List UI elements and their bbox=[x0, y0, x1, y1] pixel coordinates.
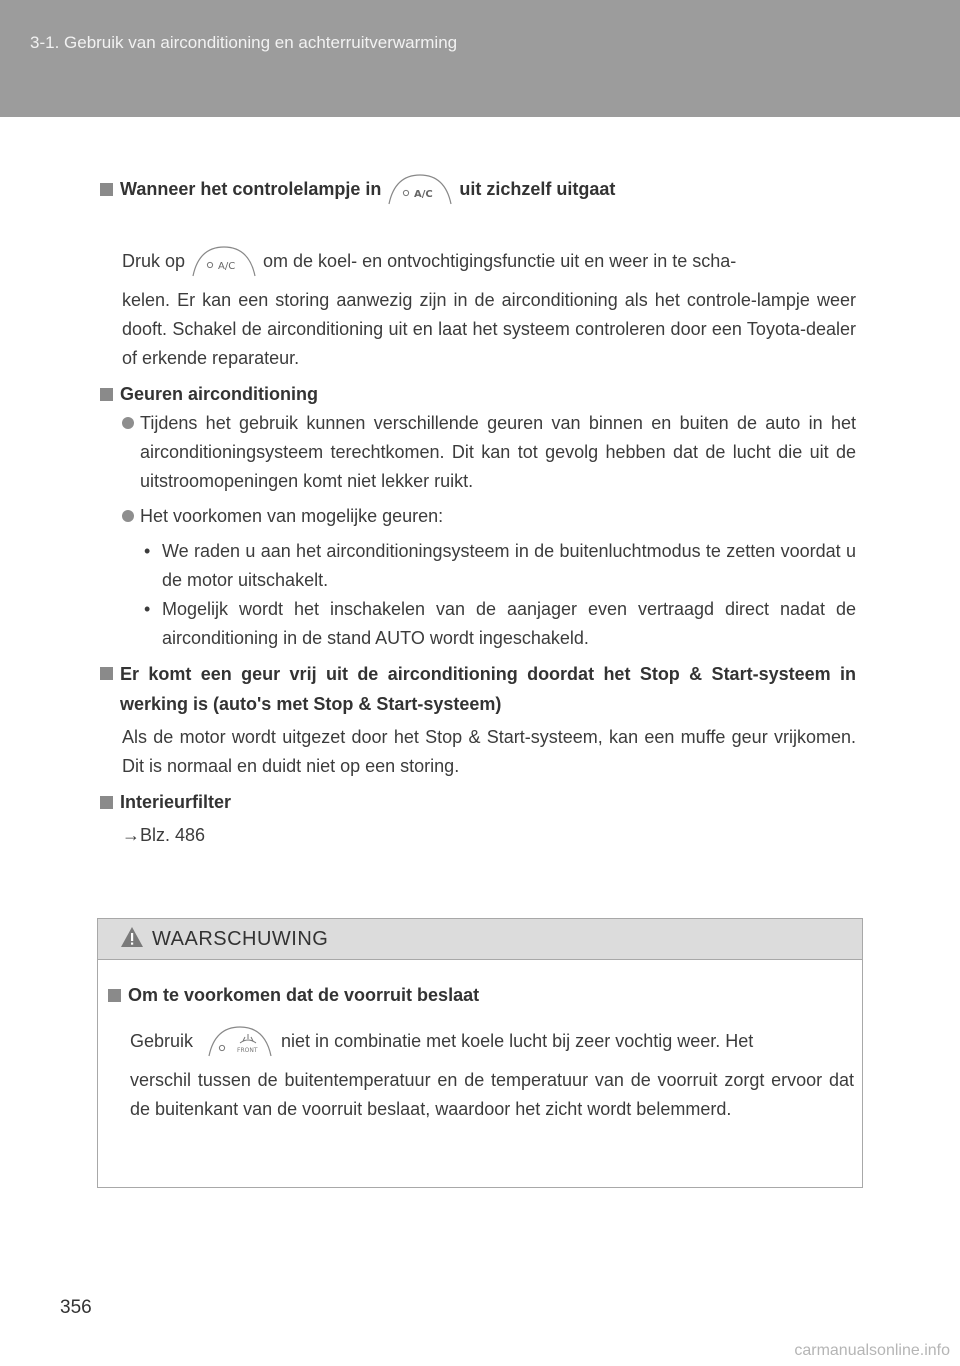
heading-odors: Geuren airconditioning bbox=[100, 379, 856, 409]
page-number: 356 bbox=[60, 1297, 92, 1318]
warning-heading: Om te voorkomen dat de voorruit beslaat bbox=[108, 980, 854, 1010]
watermark: carmanualsonline.info bbox=[794, 1342, 950, 1359]
paragraph: Gebruik FRONT niet in combinatie met koele lucht bij zeer vochtig weer. Het bbox=[130, 1024, 854, 1058]
circle-bullet-icon bbox=[122, 510, 134, 522]
warning-header bbox=[98, 919, 862, 960]
square-bullet-icon bbox=[108, 989, 121, 1002]
paragraph: verschil tussen de buitentemperatuur en de temperatuur van de voorruit zorgt ervoor dat de buitenkant van de voorruit beslaat, waardoor het zicht wordt belemmerd. bbox=[130, 1070, 854, 1119]
sub-list-item: • We raden u aan het airconditioningsysteem in de buitenluchtmodus te zetten voordat u de motor uitschakelt. bbox=[144, 541, 856, 590]
svg-text:A/C: A/C bbox=[414, 189, 434, 200]
svg-text:A/C: A/C bbox=[218, 261, 236, 272]
svg-text:FRONT: FRONT bbox=[237, 1047, 258, 1054]
paragraph: kelen. Er kan een storing aanwezig zijn in de airconditioning als het controle-lampje weer dooft. Schakel de airconditioning uit en laat het systeem controleren door een Toyota-dealer of erkende reparateur. bbox=[122, 290, 856, 368]
ac-button-icon bbox=[191, 244, 257, 278]
warning-box bbox=[97, 918, 863, 1188]
square-bullet-icon bbox=[100, 388, 113, 401]
circle-bullet-icon bbox=[122, 417, 134, 429]
section-title: 3-1. Gebruik van airconditioning en achterruitverwarming bbox=[30, 33, 458, 52]
heading-stop-start: Er komt een geur vrij uit de airconditioning doordat het Stop & Start-systeem in werking is (auto's met Stop & Start-systeem) bbox=[100, 659, 856, 719]
list-item: Tijdens het gebruik kunnen verschillende geuren van binnen en buiten de auto in het airconditioningsysteem terechtkomen. Dit kan tot gevolg hebben dat de lucht die uit de uitstroomopeningen komt niet lekker ruikt. bbox=[122, 409, 856, 496]
front-defroster-button-icon bbox=[207, 1024, 273, 1058]
section1-text bbox=[122, 244, 856, 373]
paragraph: Druk op A/C om de koel- en ontvochtigingsfunctie uit en weer in te scha- bbox=[122, 244, 856, 278]
heading-interior-filter: Interieurfilter bbox=[100, 787, 856, 817]
ac-button-icon bbox=[387, 172, 453, 206]
page-reference-link[interactable]: →Blz. 486 bbox=[122, 825, 206, 845]
square-bullet-icon bbox=[100, 183, 113, 196]
heading-control-lamp: Wanneer het controlelampje in A/C uit zichzelf uitgaat bbox=[100, 172, 856, 206]
list-item: Het voorkomen van mogelijke geuren: bbox=[122, 502, 856, 531]
content bbox=[100, 172, 856, 850]
paragraph: Als de motor wordt uitgezet door het Stop & Start-systeem, kan een muffe geur vrijkomen. Dit is normaal en duidt niet op een storing. bbox=[122, 727, 856, 776]
square-bullet-icon bbox=[100, 796, 113, 809]
sub-list-item: • Mogelijk wordt het inschakelen van de aanjager even vertraagd direct nadat de airconditioning in de stand AUTO wordt ingeschakeld. bbox=[144, 599, 856, 648]
page-header bbox=[0, 0, 960, 117]
warning-triangle-icon bbox=[120, 926, 144, 953]
square-bullet-icon bbox=[100, 667, 113, 680]
warning-title: WAARSCHUWING bbox=[152, 927, 329, 950]
